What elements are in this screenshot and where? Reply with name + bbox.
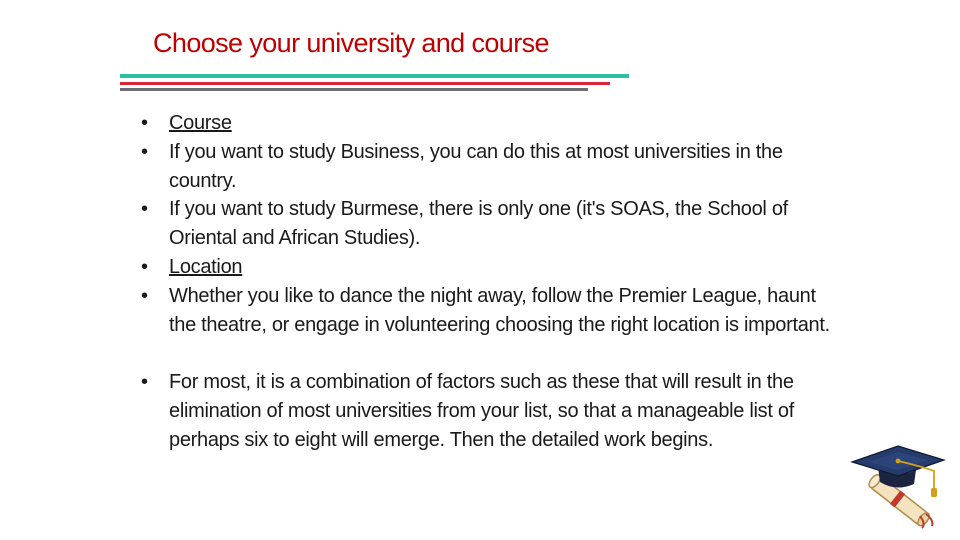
bullet-item-nightlife	[141, 282, 841, 340]
bullet-item-combination	[141, 368, 841, 454]
bullet-heading-location: Location	[169, 255, 243, 278]
title-underline-gray	[120, 88, 588, 91]
slide-title: Choose your university and course	[153, 28, 549, 58]
bullet-text: If you want to study Business, you can do this at most universities in the country.	[169, 140, 783, 192]
bullet-text: Whether you like to dance the night away, follow the Premier League, haunt the theatre, or engage in volunteering choosing the right location is important.	[169, 284, 830, 336]
bullet-item-course	[141, 109, 841, 138]
bullet-text: If you want to study Burmese, there is only one (it's SOAS, the School of Oriental and African Studies).	[169, 198, 788, 250]
bullet-text: For most, it is a combination of factors such as these that will result in the elimination of most universities from your list, so that a manageable list of perhaps six to eight will emerge. Then the detailed work begins.	[169, 371, 794, 451]
bullet-item-burmese	[141, 195, 841, 253]
title-underline-red	[120, 82, 610, 85]
bullet-heading-course: Course	[169, 112, 232, 134]
bullet-list	[141, 109, 841, 455]
bullet-item-location	[141, 253, 841, 282]
title-underline-teal	[120, 74, 629, 78]
graduation-cap-diploma-icon	[848, 440, 948, 530]
bullet-item-business	[141, 138, 841, 196]
